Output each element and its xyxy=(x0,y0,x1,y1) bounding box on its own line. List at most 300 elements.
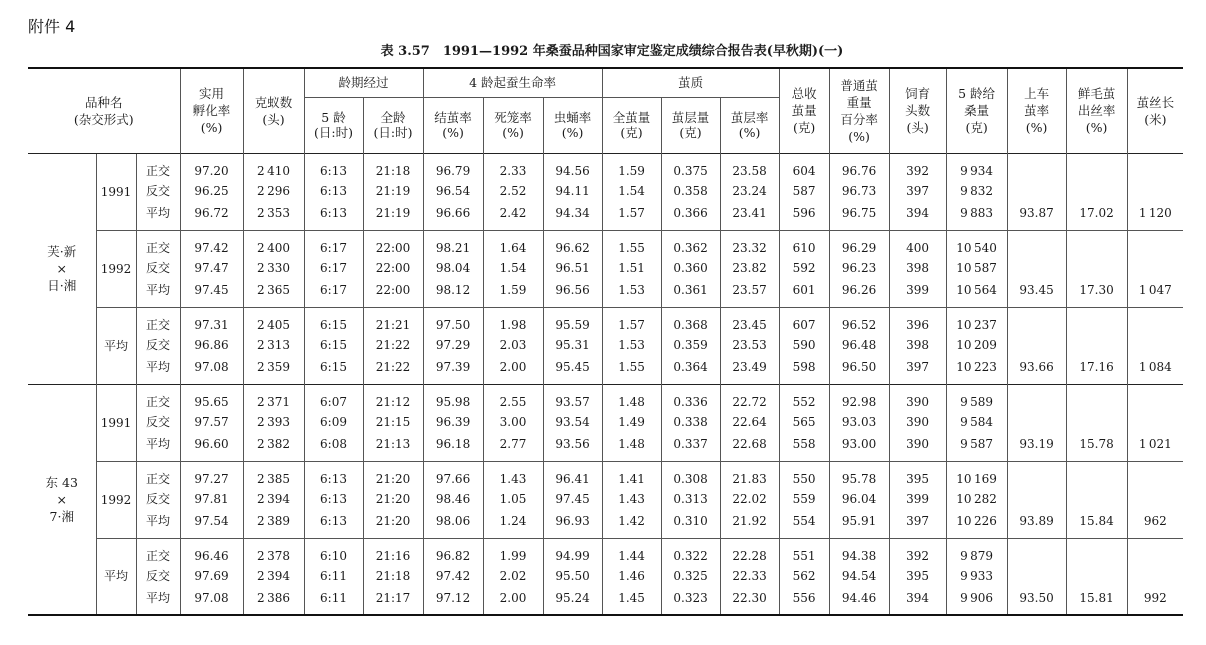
filament-length-cell xyxy=(1127,258,1183,278)
filament-length-cell xyxy=(1127,335,1183,355)
cocooning-rate-cell: 98.46 xyxy=(423,489,483,509)
total-cocoon-yield-cell: 562 xyxy=(779,566,829,586)
mulberry-fed-cell: 10 587 xyxy=(946,258,1007,278)
shell-weight-cell: 0.358 xyxy=(661,181,720,201)
hatch-rate-cell: 97.20 xyxy=(180,153,243,181)
mulberry-fed-cell: 10 282 xyxy=(946,489,1007,509)
mulberry-fed-cell: 9 584 xyxy=(946,412,1007,432)
pupation-rate-cell: 94.99 xyxy=(543,538,602,566)
dead-cocoon-rate-cell: 1.59 xyxy=(483,278,543,307)
filament-length-cell xyxy=(1127,307,1183,335)
fifth-instar-duration-cell: 6:13 xyxy=(304,509,363,538)
mulberry-fed-cell: 9 832 xyxy=(946,181,1007,201)
shell-ratio-cell: 23.53 xyxy=(720,335,779,355)
hatch-rate-cell: 96.72 xyxy=(180,201,243,230)
larvae-count-cell: 2 394 xyxy=(243,566,304,586)
total-instar-duration-cell: 22:00 xyxy=(363,230,423,258)
shell-ratio-cell: 23.58 xyxy=(720,153,779,181)
fifth-instar-duration-cell: 6:15 xyxy=(304,307,363,335)
shell-ratio-cell: 21.83 xyxy=(720,461,779,489)
total-cocoon-yield-cell: 592 xyxy=(779,258,829,278)
instar-duration-header: 龄期经过 xyxy=(304,68,423,97)
reelable-cocoon-rate-cell xyxy=(1007,153,1066,181)
reelable-cocoon-rate-cell xyxy=(1007,384,1066,412)
larvae-count-cell: 2 371 xyxy=(243,384,304,412)
variety-name-cell: 东 43 × 7·湘 xyxy=(28,384,96,615)
cocoon-weight-cell: 1.53 xyxy=(602,278,661,307)
dead-cocoon-rate-cell: 2.00 xyxy=(483,355,543,384)
raw-silk-ratio-cell xyxy=(1066,153,1127,181)
total-cocoon-yield-cell: 607 xyxy=(779,307,829,335)
mulberry-fed-cell: 9 933 xyxy=(946,566,1007,586)
cocooning-rate-cell: 96.82 xyxy=(423,538,483,566)
pupation-rate-cell: 95.50 xyxy=(543,566,602,586)
hatch-rate-cell: 97.42 xyxy=(180,230,243,258)
fifth-instar-duration-cell: 6:13 xyxy=(304,201,363,230)
larvae-reared-header: 饲育 头数 (头) xyxy=(889,68,946,153)
hatch-rate-cell: 96.60 xyxy=(180,432,243,461)
total-instar-duration-cell: 21:16 xyxy=(363,538,423,566)
filament-length-header: 茧丝长 (米) xyxy=(1127,68,1183,153)
total-cocoon-yield-cell: 598 xyxy=(779,355,829,384)
shell-ratio-cell: 21.92 xyxy=(720,509,779,538)
table-row xyxy=(28,566,1183,586)
hatch-rate-cell: 97.81 xyxy=(180,489,243,509)
total-cocoon-yield-cell: 565 xyxy=(779,412,829,432)
mulberry-fed-cell: 9 587 xyxy=(946,432,1007,461)
larvae-count-cell: 2 313 xyxy=(243,335,304,355)
larvae-reared-cell: 394 xyxy=(889,586,946,615)
normal-cocoon-percent-cell: 96.04 xyxy=(829,489,889,509)
normal-cocoon-percent-cell: 96.23 xyxy=(829,258,889,278)
total-instar-duration-cell: 21:15 xyxy=(363,412,423,432)
cross-type-cell: 反交 xyxy=(136,335,180,355)
cocoon-weight-cell: 1.59 xyxy=(602,153,661,181)
pupation-rate-header: 虫蛹率 (%) xyxy=(543,97,602,153)
hatch-rate-cell: 97.45 xyxy=(180,278,243,307)
mulberry-fed-cell: 10 223 xyxy=(946,355,1007,384)
pupation-rate-cell: 96.51 xyxy=(543,258,602,278)
reelable-cocoon-rate-cell xyxy=(1007,181,1066,201)
cross-type-cell: 平均 xyxy=(136,355,180,384)
hatch-rate-cell: 96.25 xyxy=(180,181,243,201)
larvae-count-cell: 2 359 xyxy=(243,355,304,384)
fifth-instar-header: 5 龄 (日:时) xyxy=(304,97,363,153)
dead-cocoon-rate-cell: 2.55 xyxy=(483,384,543,412)
reelable-cocoon-rate-cell xyxy=(1007,461,1066,489)
reelable-rate-header: 上车 茧率 (%) xyxy=(1007,68,1066,153)
total-instar-duration-cell: 21:22 xyxy=(363,355,423,384)
cocooning-rate-cell: 97.66 xyxy=(423,461,483,489)
fifth-instar-duration-cell: 6:15 xyxy=(304,335,363,355)
reelable-cocoon-rate-cell xyxy=(1007,566,1066,586)
table-row xyxy=(28,412,1183,432)
year-cell: 1991 xyxy=(96,153,136,230)
shell-weight-cell: 0.366 xyxy=(661,201,720,230)
cross-type-cell: 反交 xyxy=(136,181,180,201)
filament-length-cell xyxy=(1127,153,1183,181)
normal-cocoon-percent-cell: 92.98 xyxy=(829,384,889,412)
year-cell: 平均 xyxy=(96,307,136,384)
cocoon-weight-cell: 1.42 xyxy=(602,509,661,538)
report-table xyxy=(28,67,1183,616)
larvae-count-cell: 2 353 xyxy=(243,201,304,230)
total-cocoon-yield-cell: 550 xyxy=(779,461,829,489)
shell-weight-cell: 0.313 xyxy=(661,489,720,509)
shell-ratio-cell: 22.68 xyxy=(720,432,779,461)
cocoon-weight-cell: 1.51 xyxy=(602,258,661,278)
reelable-cocoon-rate-cell: 93.87 xyxy=(1007,201,1066,230)
total-cocoon-yield-cell: 559 xyxy=(779,489,829,509)
mulberry-fed-cell: 10 209 xyxy=(946,335,1007,355)
pupation-rate-cell: 96.93 xyxy=(543,509,602,538)
pupation-rate-cell: 94.56 xyxy=(543,153,602,181)
pupation-rate-cell: 97.45 xyxy=(543,489,602,509)
normal-cocoon-percent-cell: 95.91 xyxy=(829,509,889,538)
cocoon-weight-cell: 1.49 xyxy=(602,412,661,432)
table-row xyxy=(28,335,1183,355)
total-instar-duration-cell: 21:20 xyxy=(363,509,423,538)
cocooning-rate-cell: 98.04 xyxy=(423,258,483,278)
reelable-cocoon-rate-cell: 93.66 xyxy=(1007,355,1066,384)
cocooning-rate-cell: 96.39 xyxy=(423,412,483,432)
raw-silk-ratio-cell xyxy=(1066,230,1127,258)
table-row xyxy=(28,230,1183,258)
shell-ratio-cell: 22.02 xyxy=(720,489,779,509)
total-cocoon-yield-cell: 556 xyxy=(779,586,829,615)
year-cell: 1991 xyxy=(96,384,136,461)
fifth-instar-duration-cell: 6:07 xyxy=(304,384,363,412)
pupation-rate-cell: 93.54 xyxy=(543,412,602,432)
shell-weight-header: 茧层量 (克) xyxy=(661,97,720,153)
dead-cocoon-rate-cell: 2.03 xyxy=(483,335,543,355)
cross-type-cell: 平均 xyxy=(136,278,180,307)
reelable-cocoon-rate-cell xyxy=(1007,307,1066,335)
hatch-rate-cell: 97.47 xyxy=(180,258,243,278)
raw-silk-ratio-cell xyxy=(1066,566,1127,586)
filament-length-cell: 1 021 xyxy=(1127,432,1183,461)
shell-ratio-cell: 22.33 xyxy=(720,566,779,586)
total-cocoon-yield-cell: 587 xyxy=(779,181,829,201)
dead-cocoon-rate-cell: 3.00 xyxy=(483,412,543,432)
cross-type-cell: 平均 xyxy=(136,432,180,461)
cross-type-cell: 正交 xyxy=(136,461,180,489)
fifth-instar-duration-cell: 6:11 xyxy=(304,586,363,615)
table-row xyxy=(28,461,1183,489)
table-row xyxy=(28,432,1183,461)
larvae-reared-cell: 394 xyxy=(889,201,946,230)
filament-length-cell xyxy=(1127,566,1183,586)
table-row xyxy=(28,538,1183,566)
hatch-rate-cell: 97.69 xyxy=(180,566,243,586)
larvae-count-cell: 2 394 xyxy=(243,489,304,509)
larvae-count-cell: 2 410 xyxy=(243,153,304,181)
table-row xyxy=(28,509,1183,538)
mulberry-fed-cell: 10 169 xyxy=(946,461,1007,489)
pupation-rate-cell: 93.56 xyxy=(543,432,602,461)
larvae-reared-cell: 396 xyxy=(889,307,946,335)
reelable-cocoon-rate-cell: 93.19 xyxy=(1007,432,1066,461)
shell-ratio-cell: 22.30 xyxy=(720,586,779,615)
mulberry-fed-header: 5 龄给 桑量 (克) xyxy=(946,68,1007,153)
fifth-instar-duration-cell: 6:17 xyxy=(304,230,363,258)
filament-length-cell xyxy=(1127,384,1183,412)
reelable-cocoon-rate-cell: 93.45 xyxy=(1007,278,1066,307)
shell-weight-cell: 0.310 xyxy=(661,509,720,538)
shell-weight-cell: 0.325 xyxy=(661,566,720,586)
normal-cocoon-percent-cell: 94.46 xyxy=(829,586,889,615)
larvae-count-cell: 2 385 xyxy=(243,461,304,489)
filament-length-cell: 992 xyxy=(1127,586,1183,615)
total-cocoon-yield-cell: 604 xyxy=(779,153,829,181)
table-row xyxy=(28,181,1183,201)
cocoon-weight-cell: 1.41 xyxy=(602,461,661,489)
total-cocoon-yield-cell: 610 xyxy=(779,230,829,258)
shell-ratio-header: 茧层率 (%) xyxy=(720,97,779,153)
hatch-rate-cell: 97.54 xyxy=(180,509,243,538)
cocooning-rate-cell: 97.50 xyxy=(423,307,483,335)
dead-cocoon-rate-cell: 1.54 xyxy=(483,258,543,278)
cross-type-cell: 反交 xyxy=(136,489,180,509)
table-row xyxy=(28,489,1183,509)
larvae-reared-cell: 399 xyxy=(889,489,946,509)
larvae-count-cell: 2 378 xyxy=(243,538,304,566)
cocooning-rate-cell: 96.66 xyxy=(423,201,483,230)
table-row xyxy=(28,355,1183,384)
filament-length-cell: 962 xyxy=(1127,509,1183,538)
total-instar-duration-cell: 21:21 xyxy=(363,307,423,335)
normal-cocoon-percent-cell: 96.76 xyxy=(829,153,889,181)
larvae-reared-cell: 398 xyxy=(889,258,946,278)
pupation-rate-cell: 94.34 xyxy=(543,201,602,230)
table-row xyxy=(28,278,1183,307)
table-row xyxy=(28,586,1183,615)
raw-silk-ratio-cell: 17.30 xyxy=(1066,278,1127,307)
normal-cocoon-percent-cell: 95.78 xyxy=(829,461,889,489)
variety-header: 品种名 (杂交形式) xyxy=(73,94,134,127)
cocoon-weight-cell: 1.57 xyxy=(602,201,661,230)
larvae-reared-cell: 397 xyxy=(889,181,946,201)
cocooning-rate-cell: 95.98 xyxy=(423,384,483,412)
larvae-reared-cell: 397 xyxy=(889,355,946,384)
fifth-instar-duration-cell: 6:13 xyxy=(304,181,363,201)
mulberry-fed-cell: 9 883 xyxy=(946,201,1007,230)
raw-silk-ratio-cell: 15.78 xyxy=(1066,432,1127,461)
dead-cocoon-rate-cell: 1.98 xyxy=(483,307,543,335)
pupation-rate-cell: 96.56 xyxy=(543,278,602,307)
larvae-reared-cell: 390 xyxy=(889,432,946,461)
cocooning-rate-cell: 96.54 xyxy=(423,181,483,201)
hatch-rate-cell: 97.57 xyxy=(180,412,243,432)
dead-cocoon-rate-cell: 1.24 xyxy=(483,509,543,538)
larvae-reared-cell: 392 xyxy=(889,538,946,566)
larvae-count-cell: 2 389 xyxy=(243,509,304,538)
hatch-rate-cell: 96.46 xyxy=(180,538,243,566)
pupation-rate-cell: 95.59 xyxy=(543,307,602,335)
cocooning-rate-cell: 96.79 xyxy=(423,153,483,181)
shell-ratio-cell: 23.49 xyxy=(720,355,779,384)
fifth-instar-duration-cell: 6:17 xyxy=(304,278,363,307)
pupation-rate-cell: 95.24 xyxy=(543,586,602,615)
dead-cocoon-rate-header: 死笼率 (%) xyxy=(483,97,543,153)
year-cell: 1992 xyxy=(96,461,136,538)
pupation-rate-cell: 96.41 xyxy=(543,461,602,489)
raw-silk-ratio-header: 鲜毛茧 出丝率 (%) xyxy=(1066,68,1127,153)
filament-length-cell xyxy=(1127,538,1183,566)
pupation-rate-cell: 93.57 xyxy=(543,384,602,412)
hatch-rate-cell: 97.08 xyxy=(180,355,243,384)
raw-silk-ratio-cell: 17.16 xyxy=(1066,355,1127,384)
total-instar-duration-cell: 21:20 xyxy=(363,489,423,509)
shell-weight-cell: 0.338 xyxy=(661,412,720,432)
hatch-rate-cell: 97.31 xyxy=(180,307,243,335)
cross-type-cell: 反交 xyxy=(136,566,180,586)
shell-weight-cell: 0.362 xyxy=(661,230,720,258)
total-instar-duration-cell: 22:00 xyxy=(363,258,423,278)
reelable-cocoon-rate-cell xyxy=(1007,412,1066,432)
cocoon-weight-cell: 1.45 xyxy=(602,586,661,615)
variety-name-cell: 芙·新 × 日·湘 xyxy=(28,153,96,384)
larvae-reared-cell: 395 xyxy=(889,566,946,586)
cross-type-cell: 平均 xyxy=(136,201,180,230)
fifth-instar-duration-cell: 6:08 xyxy=(304,432,363,461)
total-instar-duration-cell: 21:18 xyxy=(363,153,423,181)
filament-length-cell xyxy=(1127,412,1183,432)
larvae-count-cell: 2 400 xyxy=(243,230,304,258)
fifth-instar-duration-cell: 6:13 xyxy=(304,489,363,509)
mulberry-fed-cell: 10 226 xyxy=(946,509,1007,538)
larvae-count-cell: 2 405 xyxy=(243,307,304,335)
table-title: 表 3.57 1991—1992 年桑蚕品种国家审定鉴定成绩综合报告表(早秋期)(一) xyxy=(380,44,844,59)
cross-type-cell: 正交 xyxy=(136,230,180,258)
cocoon-weight-cell: 1.53 xyxy=(602,335,661,355)
total-instar-duration-cell: 21:19 xyxy=(363,181,423,201)
cross-type-cell: 平均 xyxy=(136,586,180,615)
survival-rate-header: 4 龄起蚕生命率 xyxy=(423,68,602,97)
shell-ratio-cell: 23.41 xyxy=(720,201,779,230)
hatch-rate-cell: 97.08 xyxy=(180,586,243,615)
mulberry-fed-cell: 9 906 xyxy=(946,586,1007,615)
larvae-reared-cell: 399 xyxy=(889,278,946,307)
raw-silk-ratio-cell xyxy=(1066,181,1127,201)
all-instars-header: 全龄 (日:时) xyxy=(363,97,423,153)
reelable-cocoon-rate-cell xyxy=(1007,489,1066,509)
table-row xyxy=(28,258,1183,278)
total-instar-duration-cell: 21:20 xyxy=(363,461,423,489)
shell-weight-cell: 0.359 xyxy=(661,335,720,355)
normal-cocoon-percent-cell: 94.54 xyxy=(829,566,889,586)
raw-silk-ratio-cell: 15.81 xyxy=(1066,586,1127,615)
hatch-rate-header: 实用 孵化率 (%) xyxy=(180,68,243,153)
total-instar-duration-cell: 22:00 xyxy=(363,278,423,307)
mulberry-fed-cell: 9 934 xyxy=(946,153,1007,181)
larvae-count-cell: 2 386 xyxy=(243,586,304,615)
cocoon-weight-cell: 1.55 xyxy=(602,355,661,384)
total-instar-duration-cell: 21:17 xyxy=(363,586,423,615)
cocooning-rate-cell: 98.12 xyxy=(423,278,483,307)
fifth-instar-duration-cell: 6:17 xyxy=(304,258,363,278)
dead-cocoon-rate-cell: 2.02 xyxy=(483,566,543,586)
cocoon-quality-header: 茧质 xyxy=(602,68,779,97)
mulberry-fed-cell: 9 589 xyxy=(946,384,1007,412)
attachment-label: 附件 4 xyxy=(28,17,76,36)
cocoon-weight-cell: 1.46 xyxy=(602,566,661,586)
dead-cocoon-rate-cell: 1.99 xyxy=(483,538,543,566)
normal-cocoon-percent-cell: 96.29 xyxy=(829,230,889,258)
fifth-instar-duration-cell: 6:13 xyxy=(304,461,363,489)
cocoon-weight-cell: 1.48 xyxy=(602,432,661,461)
normal-cocoon-percent-cell: 93.00 xyxy=(829,432,889,461)
normal-cocoon-percent-cell: 96.50 xyxy=(829,355,889,384)
shell-weight-cell: 0.323 xyxy=(661,586,720,615)
total-cocoon-yield-cell: 558 xyxy=(779,432,829,461)
larvae-count-header: 克蚁数 (头) xyxy=(243,68,304,153)
dead-cocoon-rate-cell: 2.52 xyxy=(483,181,543,201)
cross-type-cell: 正交 xyxy=(136,307,180,335)
normal-cocoon-percent-cell: 96.26 xyxy=(829,278,889,307)
reelable-cocoon-rate-cell xyxy=(1007,335,1066,355)
mulberry-fed-cell: 10 564 xyxy=(946,278,1007,307)
pupation-rate-cell: 95.45 xyxy=(543,355,602,384)
mulberry-fed-cell: 10 237 xyxy=(946,307,1007,335)
table-row xyxy=(28,153,1183,181)
shell-ratio-cell: 23.32 xyxy=(720,230,779,258)
shell-ratio-cell: 23.24 xyxy=(720,181,779,201)
shell-weight-cell: 0.360 xyxy=(661,258,720,278)
cocooning-rate-cell: 97.29 xyxy=(423,335,483,355)
cocoon-weight-cell: 1.44 xyxy=(602,538,661,566)
normal-cocoon-percent-header: 普通茧 重量 百分率 (%) xyxy=(829,68,889,153)
total-cocoon-yield-cell: 590 xyxy=(779,335,829,355)
shell-weight-cell: 0.375 xyxy=(661,153,720,181)
raw-silk-ratio-cell xyxy=(1066,489,1127,509)
cocoon-weight-cell: 1.48 xyxy=(602,384,661,412)
dead-cocoon-rate-cell: 2.77 xyxy=(483,432,543,461)
pupation-rate-cell: 96.62 xyxy=(543,230,602,258)
raw-silk-ratio-cell xyxy=(1066,258,1127,278)
cross-type-cell: 正交 xyxy=(136,538,180,566)
shell-ratio-cell: 23.45 xyxy=(720,307,779,335)
cocooning-rate-cell: 97.12 xyxy=(423,586,483,615)
larvae-reared-cell: 390 xyxy=(889,412,946,432)
filament-length-cell: 1 120 xyxy=(1127,201,1183,230)
fifth-instar-duration-cell: 6:10 xyxy=(304,538,363,566)
raw-silk-ratio-cell xyxy=(1066,335,1127,355)
cross-type-cell: 反交 xyxy=(136,412,180,432)
year-cell: 1992 xyxy=(96,230,136,307)
larvae-count-cell: 2 296 xyxy=(243,181,304,201)
fifth-instar-duration-cell: 6:11 xyxy=(304,566,363,586)
dead-cocoon-rate-cell: 2.33 xyxy=(483,153,543,181)
raw-silk-ratio-cell: 15.84 xyxy=(1066,509,1127,538)
dead-cocoon-rate-cell: 1.64 xyxy=(483,230,543,258)
shell-ratio-cell: 22.72 xyxy=(720,384,779,412)
raw-silk-ratio-cell xyxy=(1066,412,1127,432)
total-instar-duration-cell: 21:12 xyxy=(363,384,423,412)
year-cell: 平均 xyxy=(96,538,136,615)
total-instar-duration-cell: 21:13 xyxy=(363,432,423,461)
raw-silk-ratio-cell xyxy=(1066,307,1127,335)
total-cocoon-yield-cell: 601 xyxy=(779,278,829,307)
total-yield-header: 总收 茧量 (克) xyxy=(779,68,829,153)
cocooning-rate-header: 结茧率 (%) xyxy=(423,97,483,153)
shell-ratio-cell: 23.57 xyxy=(720,278,779,307)
cross-type-cell: 正交 xyxy=(136,384,180,412)
total-instar-duration-cell: 21:22 xyxy=(363,335,423,355)
reelable-cocoon-rate-cell xyxy=(1007,258,1066,278)
cocooning-rate-cell: 98.06 xyxy=(423,509,483,538)
total-cocoon-yield-cell: 552 xyxy=(779,384,829,412)
